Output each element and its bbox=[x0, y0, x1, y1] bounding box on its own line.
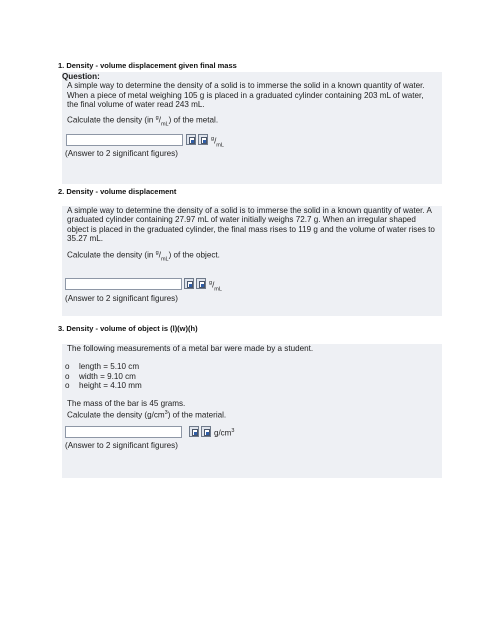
bullet-icon: o bbox=[65, 371, 70, 381]
list-item bbox=[62, 381, 442, 390]
units-icon[interactable] bbox=[196, 278, 206, 289]
list-item bbox=[62, 372, 442, 381]
unit-den: mL bbox=[214, 286, 222, 293]
answer-input-2[interactable] bbox=[65, 278, 182, 290]
calculator-icon[interactable] bbox=[189, 426, 199, 437]
units-icon[interactable] bbox=[201, 426, 211, 437]
measurement-list bbox=[62, 362, 442, 390]
question-2-panel bbox=[62, 206, 442, 316]
units-icon[interactable] bbox=[198, 134, 208, 145]
question-3-panel bbox=[62, 344, 442, 478]
answer-row-1 bbox=[62, 134, 442, 147]
mass-text: The mass of the bar is 45 grams. bbox=[67, 399, 186, 409]
prompt-text-end: ) of the metal. bbox=[168, 115, 219, 125]
list-item bbox=[62, 362, 442, 371]
unit-sup: 3 bbox=[231, 427, 235, 434]
unit-num: g bbox=[211, 136, 215, 143]
answer-note-3: (Answer to 2 significant figures) bbox=[65, 440, 178, 450]
calculator-icon[interactable] bbox=[184, 278, 194, 289]
prompt-text-end: ) of the material. bbox=[167, 410, 227, 420]
answer-unit-1: $^g/_{mL}$ bbox=[211, 136, 224, 149]
prompt-unit-den: mL bbox=[160, 255, 169, 262]
answer-note-2: (Answer to 2 significant figures) bbox=[65, 294, 178, 304]
answer-row-3 bbox=[62, 426, 442, 439]
prompt-text: Calculate the density (in bbox=[67, 115, 156, 125]
section-1-heading: 1. Density - volume displacement given final mass bbox=[58, 61, 237, 70]
question-2-prompt: Calculate the density (in $^g/_{mL}$) of the object. bbox=[67, 249, 220, 262]
question-title: Question: bbox=[62, 72, 100, 81]
prompt-unit-num: g bbox=[155, 114, 159, 121]
answer-unit-3 bbox=[214, 426, 234, 439]
prompt-superscript: 3 bbox=[164, 409, 168, 416]
section-2-heading: 2. Density - volume displacement bbox=[58, 187, 177, 196]
prompt-text: Calculate the density (g/cm bbox=[67, 410, 165, 420]
answer-input-1[interactable] bbox=[66, 134, 183, 146]
unit-base: g/cm bbox=[214, 428, 232, 438]
question-3-text: The following measurements of a metal bar were made by a student. bbox=[67, 344, 314, 353]
measurement-length: length = 5.10 cm bbox=[79, 362, 140, 372]
measurement-width: width = 9.10 cm bbox=[79, 371, 136, 381]
unit-den: mL bbox=[216, 142, 224, 149]
question-3-prompt bbox=[62, 409, 442, 420]
measurement-height: height = 4.10 mm bbox=[79, 381, 142, 390]
prompt-text-end: ) of the object. bbox=[168, 250, 220, 260]
bullet-icon: o bbox=[65, 381, 70, 390]
answer-note-1: (Answer to 2 significant figures) bbox=[65, 149, 178, 159]
calculator-icon[interactable] bbox=[186, 134, 196, 145]
bullet-icon: o bbox=[65, 362, 70, 372]
prompt-unit-den: mL bbox=[160, 120, 169, 127]
question-2-text: A simple way to determine the density of a solid is to immerse the solid in a known quantity of water. A graduated cylinder containing 27.97 mL of water initially weighs 72.7 g. When an irregular shaped object is placed in the graduated cylinder, the final mass rises to 119 g and the volume of water rises to 35.27 mL. bbox=[67, 206, 435, 244]
question-1-prompt: Calculate the density (in $^g/_{mL}$) of the metal. bbox=[67, 114, 219, 127]
answer-input-3[interactable] bbox=[65, 426, 182, 438]
unit-num: g bbox=[209, 280, 213, 287]
prompt-text: Calculate the density (in bbox=[67, 250, 156, 260]
answer-row-2 bbox=[62, 278, 442, 291]
answer-unit-2: $^g/_{mL}$ bbox=[209, 280, 222, 293]
prompt-unit-num: g bbox=[155, 249, 159, 256]
section-3-heading: 3. Density - volume of object is (l)(w)(h) bbox=[58, 324, 198, 333]
question-1-panel bbox=[62, 72, 442, 184]
question-1-text: A simple way to determine the density of a solid is to immerse the solid in a known quantity of water. When a piece of metal weighing 105 g is placed in a graduated cylinder containing 203 mL of water, the final volume of water read 243 mL. bbox=[67, 81, 425, 110]
